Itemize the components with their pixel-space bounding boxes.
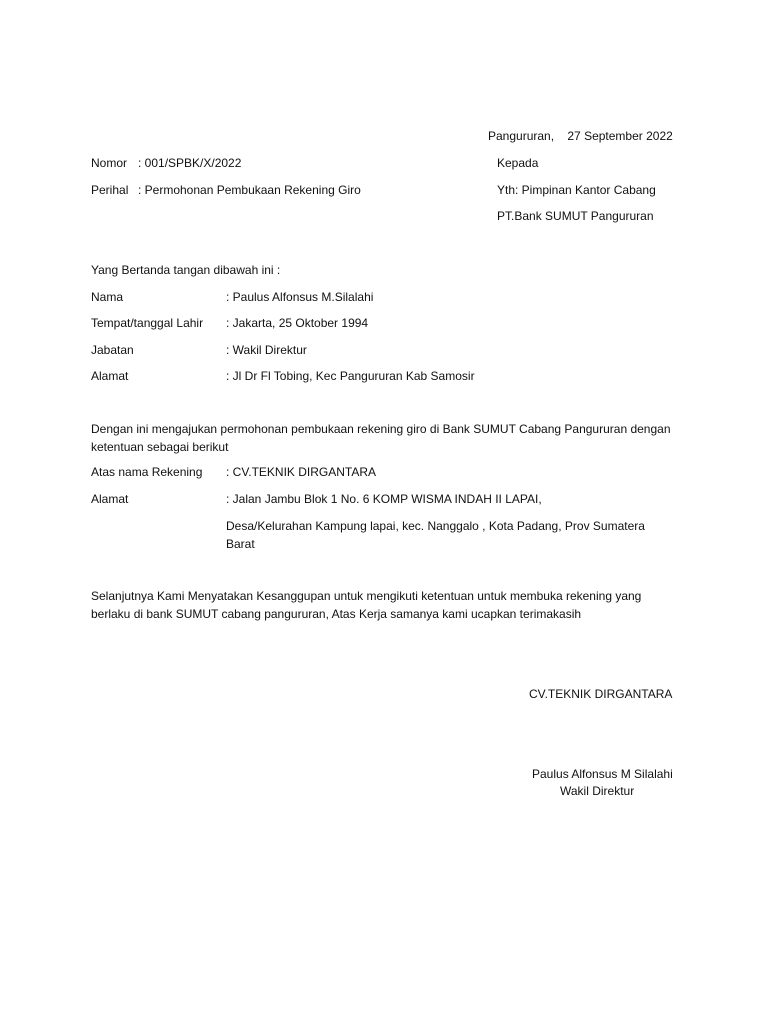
field-value: : Jakarta, 25 Oktober 1994 (226, 316, 369, 330)
recipient-bank: PT.Bank SUMUT Pangururan (497, 209, 654, 223)
recipient-yth: Yth: Pimpinan Kantor Cabang (497, 183, 656, 197)
recipient-kepada: Kepada (497, 156, 539, 170)
field-label: Jabatan (91, 343, 134, 357)
nomor-label: Nomor (91, 156, 128, 170)
field-value: : Paulus Alfonsus M.Silalahi (226, 290, 374, 304)
nomor-value: : 001/SPBK/X/2022 (138, 156, 242, 170)
account-address-line-1: : Jalan Jambu Blok 1 No. 6 KOMP WISMA INDAH II LAPAI, (226, 492, 542, 506)
place-date: Pangururan, 27 September 2022 (488, 129, 673, 143)
field-label: Nama (91, 290, 124, 304)
signature-company: CV.TEKNIK DIRGANTARA (529, 687, 673, 701)
signature-name: Paulus Alfonsus M Silalahi (532, 767, 673, 781)
closing-paragraph: Selanjutnya Kami Menyatakan Kesanggupan untuk mengikuti ketentuan untuk membuka rekening yang berlaku di bank SUMUT cabang pangururan, Atas Kerja samanya kami ucapkan terimakasih (91, 589, 642, 621)
field-label: Tempat/tanggal Lahir (91, 316, 204, 330)
field-value: : Wakil Direktur (226, 343, 307, 357)
account-address-line-2: Desa/Kelurahan Kampung lapai, kec. Nanggalo , Kota Padang, Prov Sumatera Barat (226, 519, 645, 551)
account-address-label: Alamat (91, 492, 129, 506)
signature-title: Wakil Direktur (560, 784, 635, 798)
perihal-label: Perihal (91, 183, 129, 197)
account-name-label: Atas nama Rekening (91, 465, 203, 479)
account-name-value: : CV.TEKNIK DIRGANTARA (226, 465, 377, 479)
signer-intro: Yang Bertanda tangan dibawah ini : (91, 263, 281, 277)
request-paragraph: Dengan ini mengajukan permohonan pembukaan rekening giro di Bank SUMUT Cabang Pangururan dengan ketentuan sebagai berikut (91, 422, 671, 454)
perihal-value: : Permohonan Pembukaan Rekening Giro (138, 183, 361, 197)
field-value: : Jl Dr Fl Tobing, Kec Pangururan Kab Samosir (226, 369, 475, 383)
field-label: Alamat (91, 369, 129, 383)
